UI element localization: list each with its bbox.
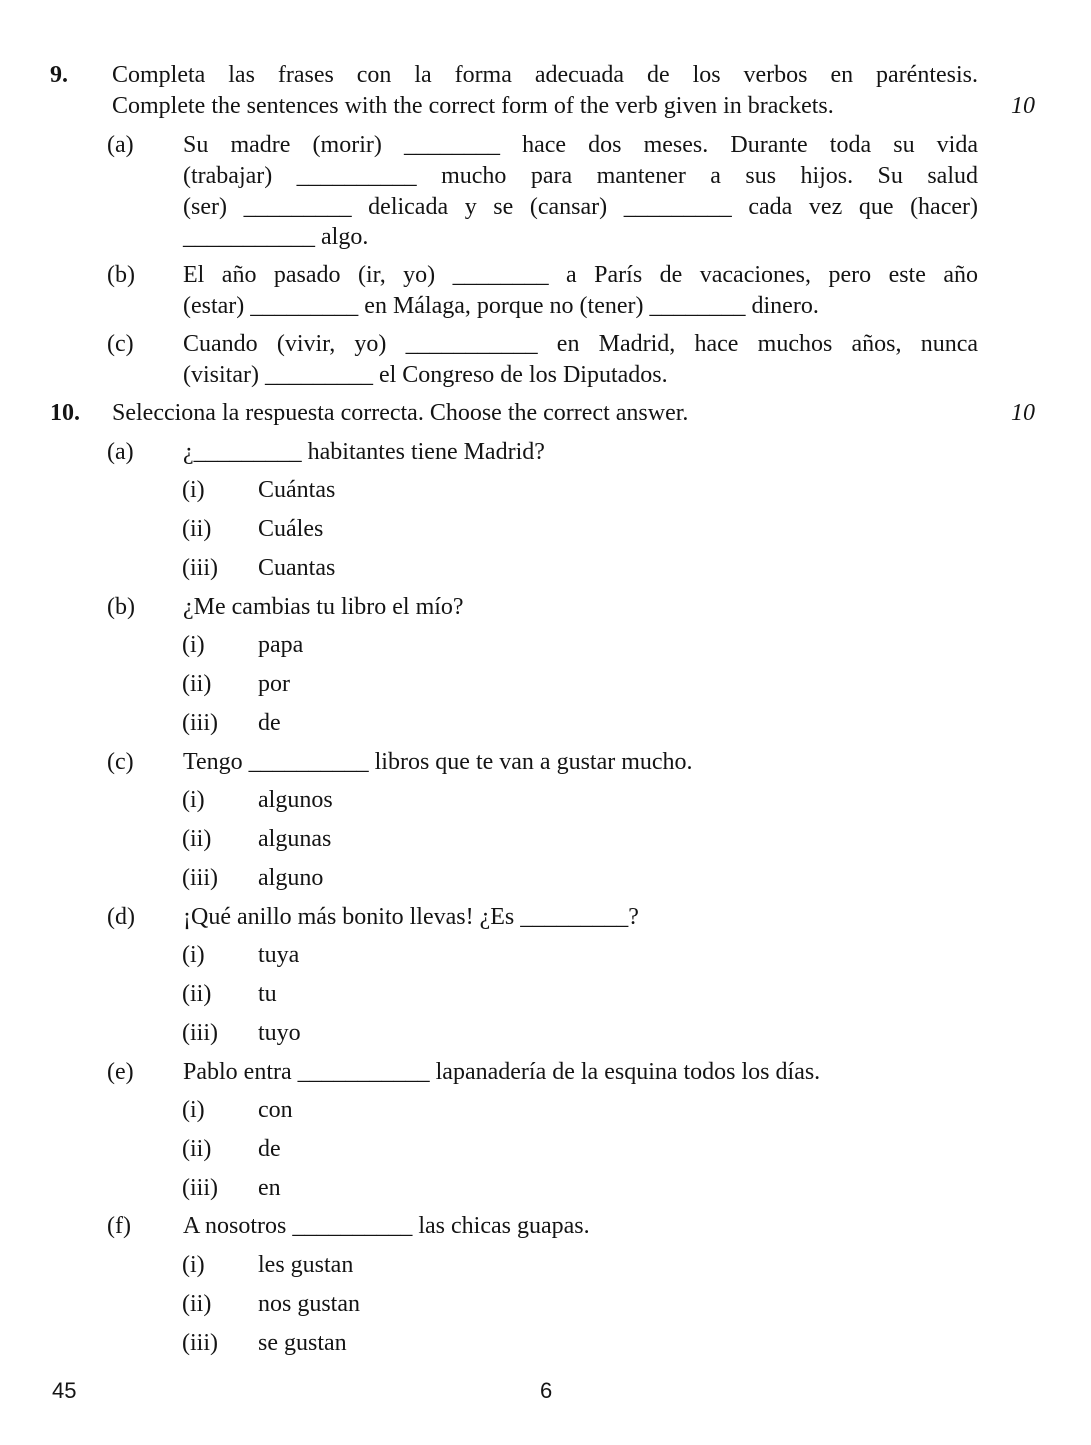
question-9c-label: (c) <box>107 331 134 357</box>
option-text: se gustan <box>258 1330 347 1356</box>
question-10e-label: (e) <box>107 1059 134 1085</box>
question-9a-line: (trabajar) __________ mucho para mantener a sus hijos. Su salud <box>183 163 978 189</box>
option-text: nos gustan <box>258 1291 360 1317</box>
footer-code: 45 <box>52 1378 77 1403</box>
option-number: (i) <box>182 787 205 813</box>
question-10a-text: ¿_________ habitantes tiene Madrid? <box>183 439 545 465</box>
question-9c-line: Cuando (vivir, yo) ___________ en Madrid, hace muchos años, nunca <box>183 331 978 357</box>
option-number: (i) <box>182 1097 205 1123</box>
option-number: (i) <box>182 477 205 503</box>
option-number: (ii) <box>182 981 212 1007</box>
option-text: les gustan <box>258 1252 354 1278</box>
question-9c-line: (visitar) _________ el Congreso de los Diputados. <box>183 362 668 388</box>
question-9a-line: (ser) _________ delicada y se (cansar) _________ cada vez que (hacer) <box>183 194 978 220</box>
question-10c-label: (c) <box>107 749 134 775</box>
question-10a-label: (a) <box>107 439 134 465</box>
option-number: (iii) <box>182 1175 218 1201</box>
question-9b-label: (b) <box>107 262 135 288</box>
option-number: (ii) <box>182 1136 212 1162</box>
question-10-instruction: Selecciona la respuesta correcta. Choose the correct answer. <box>112 400 689 426</box>
option-number: (ii) <box>182 671 212 697</box>
question-9a-line: Su madre (morir) ________ hace dos meses. Durante toda su vida <box>183 132 978 158</box>
option-text: por <box>258 671 290 697</box>
option-text: tuya <box>258 942 300 968</box>
question-10f-label: (f) <box>107 1213 131 1239</box>
question-9a-label: (a) <box>107 132 134 158</box>
question-10e-text: Pablo entra ___________ lapanadería de la esquina todos los días. <box>183 1059 821 1085</box>
option-text: en <box>258 1175 281 1201</box>
option-text: papa <box>258 632 304 658</box>
option-text: con <box>258 1097 293 1123</box>
option-number: (i) <box>182 1252 205 1278</box>
option-text: Cuantas <box>258 555 336 581</box>
question-9-number: 9. <box>50 62 68 88</box>
question-10-marks: 10 <box>1011 400 1035 426</box>
option-text: algunas <box>258 826 332 852</box>
option-number: (iii) <box>182 1330 218 1356</box>
question-10-number: 10. <box>50 400 80 426</box>
option-text: alguno <box>258 865 324 891</box>
question-9-spanish-instruction: Completa las frases con la forma adecuada de los verbos en paréntesis. <box>112 62 978 88</box>
option-text: tu <box>258 981 277 1007</box>
question-10d-text: ¡Qué anillo más bonito llevas! ¿Es _________? <box>183 904 639 930</box>
option-number: (ii) <box>182 1291 212 1317</box>
option-number: (i) <box>182 632 205 658</box>
question-10b-label: (b) <box>107 594 135 620</box>
option-number: (iii) <box>182 555 218 581</box>
option-text: algunos <box>258 787 333 813</box>
question-10d-label: (d) <box>107 904 135 930</box>
option-text: Cuántas <box>258 477 336 503</box>
option-number: (iii) <box>182 865 218 891</box>
question-10c-text: Tengo __________ libros que te van a gustar mucho. <box>183 749 693 775</box>
option-number: (iii) <box>182 710 218 736</box>
option-number: (ii) <box>182 516 212 542</box>
question-9b-line: El año pasado (ir, yo) ________ a París de vacaciones, pero este año <box>183 262 978 288</box>
question-9-marks: 10 <box>1011 93 1035 119</box>
option-number: (ii) <box>182 826 212 852</box>
question-10b-text: ¿Me cambias tu libro el mío? <box>183 594 464 620</box>
option-text: tuyo <box>258 1020 301 1046</box>
option-text: Cuáles <box>258 516 324 542</box>
page-number: 6 <box>540 1378 553 1403</box>
question-9b-line: (estar) _________ en Málaga, porque no (tener) ________ dinero. <box>183 293 819 319</box>
question-9-english-instruction: Complete the sentences with the correct form of the verb given in brackets. <box>112 93 834 119</box>
option-text: de <box>258 1136 281 1162</box>
option-number: (i) <box>182 942 205 968</box>
option-number: (iii) <box>182 1020 218 1046</box>
question-9a-line: ___________ algo. <box>183 224 369 250</box>
option-text: de <box>258 710 281 736</box>
question-10f-text: A nosotros __________ las chicas guapas. <box>183 1213 590 1239</box>
